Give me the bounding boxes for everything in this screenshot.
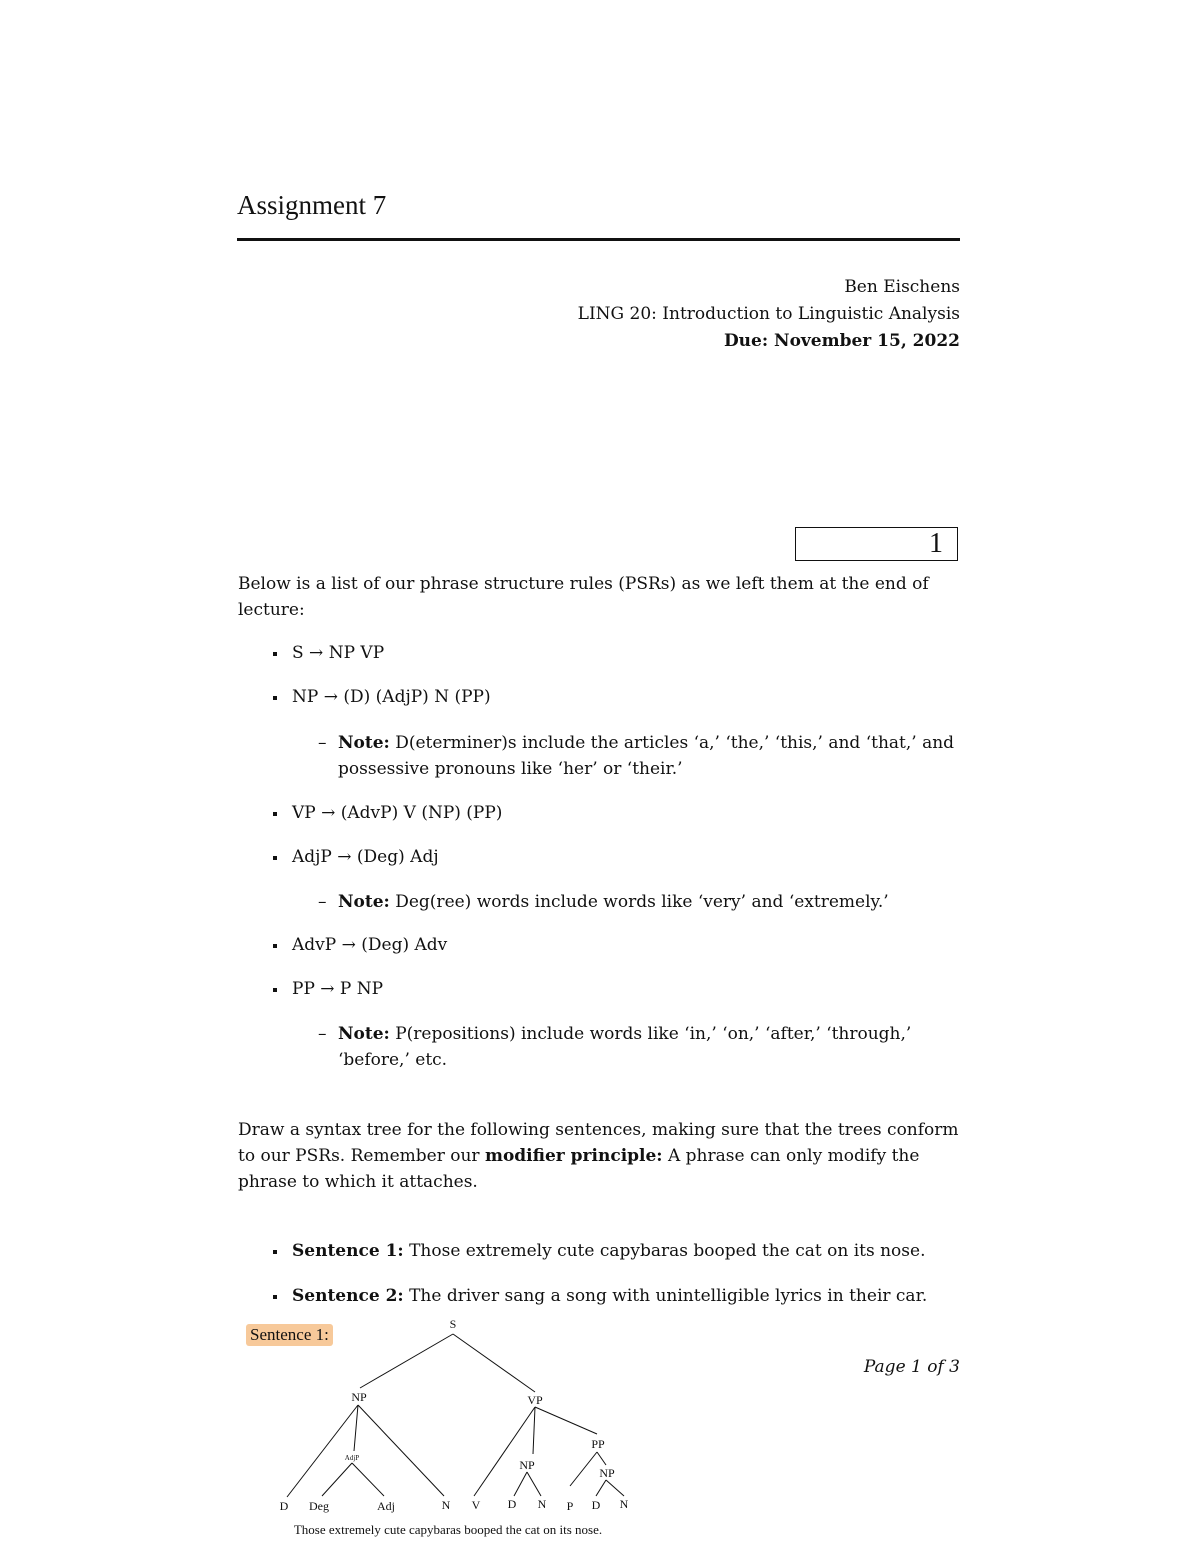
- tree-leaf-n: N: [619, 1497, 629, 1511]
- due-date: Due: November 15, 2022: [723, 331, 960, 351]
- note-text: P(repositions) include words like ‘in,’ ‘on,’ ‘after,’ ‘through,’ ‘before,’ etc.: [338, 1024, 912, 1070]
- tree-leaf-adj: Adj: [377, 1499, 395, 1513]
- sentence-text: The driver sang a song with unintelligible lyrics in their car.: [403, 1286, 928, 1306]
- tree-branch: [570, 1452, 597, 1486]
- rule-item: PP → P NP: [273, 976, 963, 1002]
- author-name: Ben Eischens: [844, 277, 960, 297]
- tree-node-pp: PP: [591, 1437, 605, 1451]
- tree-branch: [527, 1472, 541, 1496]
- tree-branch: [354, 1405, 358, 1451]
- modifier-principle-term: modifier principle:: [484, 1146, 663, 1166]
- instruction-paragraph: Draw a syntax tree for the following sentences, making sure that the trees conform to our PSRs. Remember our modifier principle: A phrase can only modify the phrase to which it attaches.: [238, 1120, 959, 1192]
- tree-branch: [287, 1405, 358, 1497]
- tree-leaf-deg: Deg: [309, 1499, 329, 1513]
- note-text: D(eterminer)s include the articles ‘a,’ ‘the,’ ‘this,’ and ‘that,’ and possessive pronouns like ‘her’ or ‘their.’: [338, 733, 955, 779]
- tree-branch: [474, 1407, 535, 1496]
- tree-branch: [535, 1407, 597, 1434]
- tree-leaf-p: P: [566, 1499, 574, 1513]
- tree-branch: [597, 1452, 606, 1465]
- rule-note: – Note: D(eterminer)s include the articles ‘a,’ ‘the,’ ‘this,’ and ‘that,’ and possessive pronouns like ‘her’ or ‘their.’: [318, 733, 955, 779]
- tree-branch: [606, 1480, 624, 1496]
- tree-leaf-n: N: [441, 1498, 451, 1512]
- tree-node-np-object: NP: [519, 1458, 535, 1472]
- tree-branch: [533, 1407, 535, 1454]
- tree-branch: [514, 1472, 527, 1496]
- course-name: : Introduction to Linguistic Analysis: [651, 304, 960, 324]
- intro-paragraph: Below is a list of our phrase structure rules (PSRs) as we left them at the end of lecture:: [238, 574, 929, 620]
- rule-note: – Note: P(repositions) include words like ‘in,’ ‘on,’ ‘after,’ ‘through,’ ‘before,’ etc.: [318, 1024, 912, 1070]
- rule-item: AdvP → (Deg) Adv: [273, 932, 963, 958]
- tree-leaf-d: D: [507, 1497, 517, 1511]
- note-text: Deg(ree) words include words like ‘very’ and ‘extremely.’: [389, 892, 889, 912]
- tree-leaf-n: N: [537, 1497, 547, 1511]
- tree-node-np-pp: NP: [599, 1466, 615, 1480]
- rule-item: NP → (D) (AdjP) N (PP): [273, 684, 963, 710]
- tree-branch: [596, 1480, 606, 1496]
- tree-node-vp: VP: [527, 1393, 543, 1407]
- tree-branch: [453, 1334, 535, 1392]
- rule-item: S → NP VP: [273, 640, 963, 666]
- tree-branch: [360, 1334, 453, 1388]
- tree-branch: [322, 1463, 352, 1496]
- sentence-label: Sentence 1:: [292, 1241, 404, 1261]
- sentence-label: Sentence 2:: [292, 1286, 404, 1306]
- tree-node-np: NP: [351, 1390, 367, 1404]
- tree-node-s: S: [449, 1317, 457, 1331]
- tree-leaf-v: V: [471, 1498, 481, 1512]
- tree-leaf-d: D: [279, 1499, 289, 1513]
- page-number: Page 1 of 3: [863, 1357, 960, 1377]
- tree-sentence: Those extremely cute capybaras booped the cat on its nose.: [293, 1522, 603, 1537]
- note-label: Note:: [338, 733, 390, 753]
- tree-leaf-d: D: [591, 1498, 601, 1512]
- rule-note: – Note: Deg(ree) words include words like ‘very’ and ‘extremely.’: [318, 892, 889, 912]
- sentence-text: Those extremely cute capybaras booped the cat on its nose.: [403, 1241, 926, 1261]
- note-label: Note:: [338, 1024, 390, 1044]
- note-label: Note:: [338, 892, 390, 912]
- highlighted-sentence-label: Sentence 1:: [246, 1324, 333, 1346]
- question-number: 1: [929, 528, 943, 559]
- page-title: Assignment 7: [237, 190, 387, 220]
- rule-item: VP → (AdvP) V (NP) (PP): [273, 800, 963, 826]
- tree-branch: [352, 1463, 384, 1496]
- rule-item: AdjP → (Deg) Adj: [273, 844, 963, 870]
- tree-node-adjp: AdjP: [344, 1454, 360, 1462]
- course-code: LING 20: [577, 304, 652, 324]
